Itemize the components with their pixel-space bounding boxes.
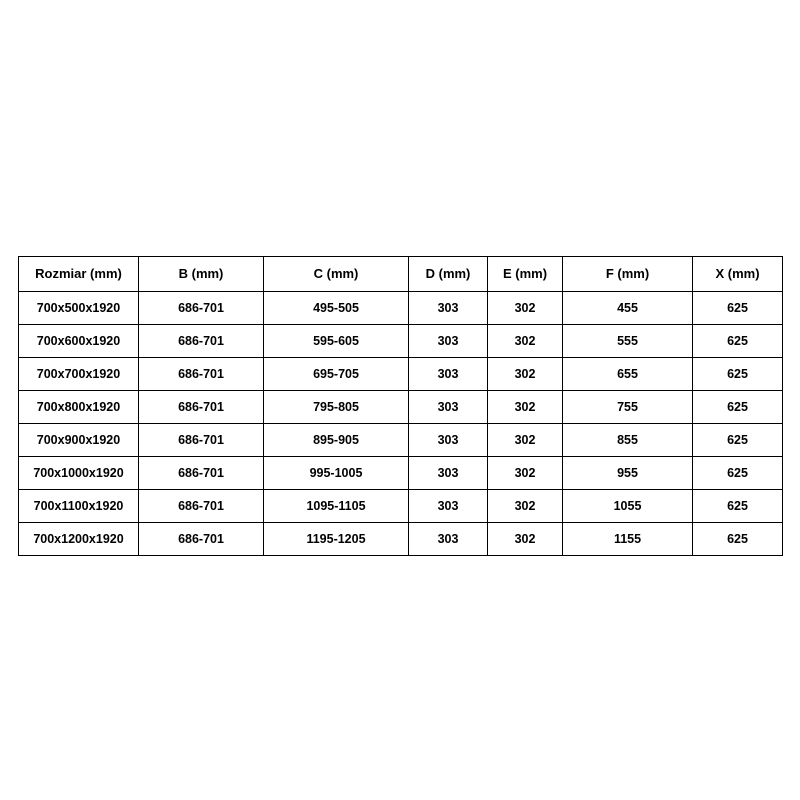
table-body xyxy=(19,292,783,556)
cell-x: 625 xyxy=(693,292,783,325)
cell-e: 302 xyxy=(488,457,563,490)
cell-b: 686-701 xyxy=(139,292,264,325)
table-row xyxy=(19,424,783,457)
cell-b: 686-701 xyxy=(139,358,264,391)
cell-d: 303 xyxy=(409,391,488,424)
cell-c: 895-905 xyxy=(264,424,409,457)
cell-b: 686-701 xyxy=(139,391,264,424)
cell-f: 1055 xyxy=(563,490,693,523)
cell-f: 455 xyxy=(563,292,693,325)
cell-e: 302 xyxy=(488,424,563,457)
cell-e: 302 xyxy=(488,490,563,523)
cell-c: 1195-1205 xyxy=(264,523,409,556)
cell-b: 686-701 xyxy=(139,523,264,556)
cell-d: 303 xyxy=(409,358,488,391)
cell-x: 625 xyxy=(693,424,783,457)
table-row xyxy=(19,391,783,424)
cell-d: 303 xyxy=(409,292,488,325)
table-row xyxy=(19,523,783,556)
cell-f: 855 xyxy=(563,424,693,457)
cell-c: 595-605 xyxy=(264,325,409,358)
column-header-c: C (mm) xyxy=(264,257,409,292)
cell-size: 700x800x1920 xyxy=(19,391,139,424)
cell-x: 625 xyxy=(693,523,783,556)
cell-f: 1155 xyxy=(563,523,693,556)
cell-c: 495-505 xyxy=(264,292,409,325)
cell-d: 303 xyxy=(409,490,488,523)
cell-x: 625 xyxy=(693,457,783,490)
table-row xyxy=(19,457,783,490)
cell-e: 302 xyxy=(488,325,563,358)
table-header xyxy=(19,257,783,292)
specification-table xyxy=(18,256,783,556)
table-row xyxy=(19,325,783,358)
column-header-x: X (mm) xyxy=(693,257,783,292)
cell-f: 655 xyxy=(563,358,693,391)
table-row xyxy=(19,490,783,523)
cell-e: 302 xyxy=(488,391,563,424)
cell-size: 700x500x1920 xyxy=(19,292,139,325)
cell-x: 625 xyxy=(693,391,783,424)
cell-e: 302 xyxy=(488,358,563,391)
column-header-d: D (mm) xyxy=(409,257,488,292)
cell-e: 302 xyxy=(488,292,563,325)
cell-size: 700x900x1920 xyxy=(19,424,139,457)
cell-d: 303 xyxy=(409,457,488,490)
cell-c: 795-805 xyxy=(264,391,409,424)
column-header-b: B (mm) xyxy=(139,257,264,292)
cell-b: 686-701 xyxy=(139,490,264,523)
column-header-e: E (mm) xyxy=(488,257,563,292)
cell-size: 700x600x1920 xyxy=(19,325,139,358)
table-header-row xyxy=(19,257,783,292)
cell-d: 303 xyxy=(409,325,488,358)
cell-x: 625 xyxy=(693,325,783,358)
cell-size: 700x700x1920 xyxy=(19,358,139,391)
cell-x: 625 xyxy=(693,358,783,391)
cell-c: 1095-1105 xyxy=(264,490,409,523)
cell-f: 955 xyxy=(563,457,693,490)
cell-x: 625 xyxy=(693,490,783,523)
cell-f: 555 xyxy=(563,325,693,358)
table-row xyxy=(19,292,783,325)
table-row xyxy=(19,358,783,391)
cell-e: 302 xyxy=(488,523,563,556)
cell-c: 995-1005 xyxy=(264,457,409,490)
cell-b: 686-701 xyxy=(139,424,264,457)
cell-size: 700x1100x1920 xyxy=(19,490,139,523)
cell-size: 700x1200x1920 xyxy=(19,523,139,556)
cell-c: 695-705 xyxy=(264,358,409,391)
column-header-size: Rozmiar (mm) xyxy=(19,257,139,292)
cell-f: 755 xyxy=(563,391,693,424)
cell-b: 686-701 xyxy=(139,457,264,490)
cell-size: 700x1000x1920 xyxy=(19,457,139,490)
cell-d: 303 xyxy=(409,424,488,457)
specification-table-container xyxy=(18,256,782,556)
column-header-f: F (mm) xyxy=(563,257,693,292)
cell-b: 686-701 xyxy=(139,325,264,358)
cell-d: 303 xyxy=(409,523,488,556)
